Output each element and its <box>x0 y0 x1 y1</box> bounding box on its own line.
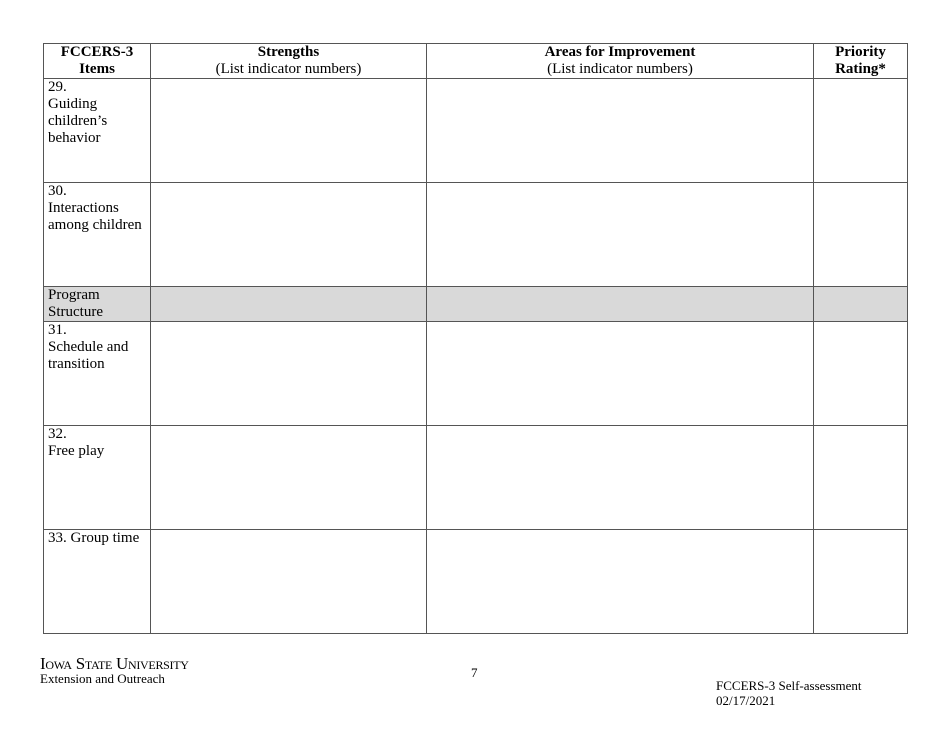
improvement-cell[interactable] <box>427 287 814 322</box>
strengths-cell[interactable] <box>151 183 427 287</box>
item-cell: 30. Interactions among children <box>44 183 151 287</box>
strengths-cell[interactable] <box>151 322 427 426</box>
priority-cell[interactable] <box>814 426 908 530</box>
header-row <box>44 44 908 79</box>
priority-cell[interactable] <box>814 322 908 426</box>
strengths-cell[interactable] <box>151 79 427 183</box>
item-cell: 31. Schedule and transition <box>44 322 151 426</box>
isu-logo: Iowa State University Extension and Outreach <box>40 654 189 686</box>
table-row <box>44 183 908 287</box>
item-cell: 33. Group time <box>44 530 151 634</box>
item-cell: 29. Guiding children’s behavior <box>44 79 151 183</box>
table-row <box>44 530 908 634</box>
header-items: FCCERS-3 Items <box>44 44 151 79</box>
strengths-cell[interactable] <box>151 426 427 530</box>
strengths-cell[interactable] <box>151 530 427 634</box>
header-strengths: Strengths (List indicator numbers) <box>151 44 427 79</box>
priority-cell[interactable] <box>814 530 908 634</box>
priority-cell[interactable] <box>814 287 908 322</box>
section-row <box>44 287 908 322</box>
item-cell: Program Structure <box>44 287 151 322</box>
item-cell: 32. Free play <box>44 426 151 530</box>
priority-cell[interactable] <box>814 183 908 287</box>
improvement-cell[interactable] <box>427 426 814 530</box>
table-row <box>44 79 908 183</box>
improvement-cell[interactable] <box>427 79 814 183</box>
self-assessment-table <box>43 43 908 634</box>
improvement-cell[interactable] <box>427 183 814 287</box>
improvement-cell[interactable] <box>427 322 814 426</box>
header-priority: Priority Rating* <box>814 44 908 79</box>
page-number: 7 <box>471 665 478 680</box>
strengths-cell[interactable] <box>151 287 427 322</box>
header-improvement: Areas for Improvement (List indicator numbers) <box>427 44 814 79</box>
table-row <box>44 426 908 530</box>
table-row <box>44 322 908 426</box>
priority-cell[interactable] <box>814 79 908 183</box>
footer-info: FCCERS-3 Self-assessment 02/17/2021 <box>716 678 862 708</box>
improvement-cell[interactable] <box>427 530 814 634</box>
